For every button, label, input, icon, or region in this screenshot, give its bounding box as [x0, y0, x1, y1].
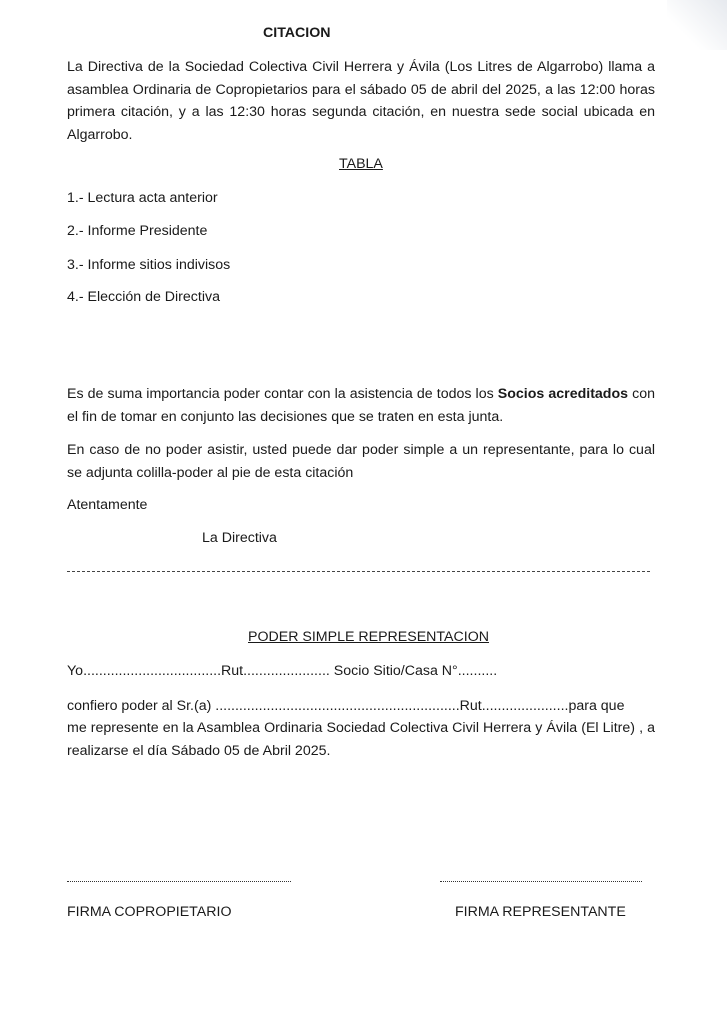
document-page: CITACION La Directiva de la Sociedad Colectiva Civil Herrera y Ávila (Los Litres de Algarrobo) llama a asamblea Ordinaria de Copropietarios para el sábado 05 de abril del 2025, a las 12:00 horas primera citación, y a las 12:30 horas segunda citación, en nuestra sede social ubicada en Algarrobo. TABLA 1.- Lectura acta anterior 2.- Informe Presidente 3.- Informe sitios indivisos 4.- Elección de Directiva Es de suma importancia poder contar con la asistencia de todos los Socios acreditados con el fin de tomar en conjunto las decisiones que se traten en esta junta. En caso de no poder asistir, usted puede dar poder simple a un representante, para lo cual se adjunta colilla-poder al pie de esta citación Atentamente La Directiva PODER SIMPLE REPRESENTACION Yo...................................Rut...................... Socio Sitio/Casa N°.......... confiero poder al Sr.(a) ..............................................................Rut......................para que me represente en la Asamblea Ordinaria Sociedad Colectiva Civil Herrera y Ávila (El Litre) , a realizarse el día Sábado 05 de Abril 2025. FIRMA COPROPIETARIO FIRMA REPRESENTANTE	[0, 0, 727, 1024]
cut-line	[67, 571, 650, 572]
tabla-title: TABLA	[339, 156, 383, 172]
agenda-item-3: 3.- Informe sitios indivisos	[67, 257, 231, 273]
socios-acreditados: Socios acreditados	[497, 386, 629, 402]
representation-note: En caso de no poder asistir, usted puede dar poder simple a un representante, para lo cual se adjunta colilla-poder al pie de esta citación	[67, 442, 655, 481]
representante-name-blank: ..............................................................	[215, 698, 460, 714]
firma-copropietario-label: FIRMA COPROPIETARIO	[67, 904, 232, 920]
page-shadow	[667, 0, 727, 50]
rut-blank: ......................	[243, 663, 330, 679]
agenda-item-1: 1.- Lectura acta anterior	[67, 190, 218, 206]
closing-text: Atentamente	[67, 497, 148, 513]
poder-line-yo: Yo...................................Rut...................... Socio Sitio/Casa N°..........	[67, 663, 498, 679]
signature-line-copropietario	[67, 881, 291, 882]
poder-body: me represente en la Asamblea Ordinaria Sociedad Colectiva Civil Herrera y Ávila (El Litre) , a realizarse el día Sábado 05 de Abril 2025.	[67, 720, 655, 759]
citacion-intro: La Directiva de la Sociedad Colectiva Civil Herrera y Ávila (Los Litres de Algarrobo) llama a asamblea Ordinaria de Copropietarios para el sábado 05 de abril del 2025, a las 12:00 horas primera citación, y a las 12:30 horas segunda citación, en nuestra sede social ubicada en Algarrobo.	[67, 59, 655, 143]
sitio-blank: ..........	[457, 663, 498, 679]
firma-representante-label: FIRMA REPRESENTANTE	[455, 904, 626, 920]
agenda-item-2: 2.- Informe Presidente	[67, 223, 208, 239]
poder-title: PODER SIMPLE REPRESENTACION	[248, 629, 489, 645]
signature-line-representante	[440, 881, 642, 882]
representante-rut-blank: ......................	[481, 698, 569, 714]
agenda-item-4: 4.- Elección de Directiva	[67, 289, 220, 305]
yo-blank: ...................................	[83, 663, 222, 679]
importance-paragraph: Es de suma importancia poder contar con la asistencia de todos los Socios acreditados con el fin de tomar en conjunto las decisiones que se traten en esta junta.	[67, 386, 655, 425]
directiva-signature: La Directiva	[202, 530, 277, 546]
poder-line-confiero: confiero poder al Sr.(a) ..............................................................Rut......................para que	[67, 698, 625, 714]
